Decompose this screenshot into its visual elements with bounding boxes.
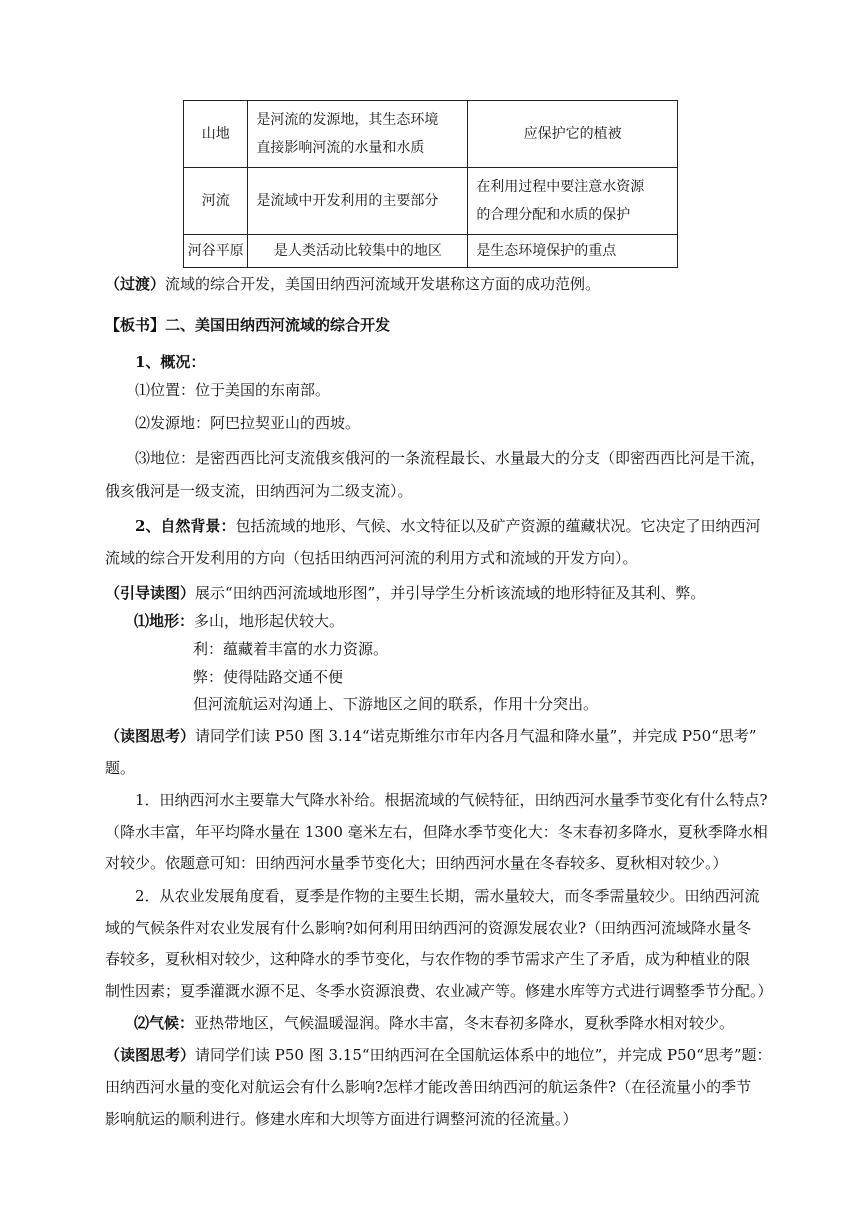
question-2-line: 春较多，夏秋相对较少，这种降水的季节变化，与农作物的季节需求产生了矛盾，成为种植业的限 <box>105 950 751 968</box>
question-2-line: 2．从农业发展角度看，夏季是作物的主要生长期，需水量较大，而冬季需量较少。田纳西河流 <box>135 887 760 905</box>
terrain-pro: 利：蕴藏着丰富的水力资源。 <box>193 640 389 658</box>
natural-text-line: 流域的综合开发利用的方向（包括田纳西河河流的利用方式和流域的开发方向）。 <box>105 549 638 567</box>
overview-position: ⑴位置：位于美国的东南部。 <box>135 381 331 399</box>
think1-label: （读图思考） <box>105 727 196 745</box>
think1-text-line: 题。 <box>105 759 136 777</box>
transition-text: 流域的综合开发，美国田纳西河流域开发堪称这方面的成功范例。 <box>165 275 601 293</box>
river-basin-table <box>183 100 678 268</box>
role-text: 是河流的发源地，其生态环境 <box>256 112 439 128</box>
region-cell: 河谷平原 <box>184 235 248 268</box>
climate-paragraph <box>134 1013 814 1033</box>
guide-paragraph <box>105 583 785 603</box>
transition-paragraph <box>105 274 785 294</box>
guide-text: 展示“田纳西河流域地形图”，并引导学生分析该流域的地形特征及其利、弊。 <box>195 584 706 602</box>
role-cell <box>248 235 468 268</box>
role-text: 是人类活动比较集中的地区 <box>273 243 442 259</box>
overview-heading: 1、概况： <box>135 353 206 371</box>
think1-paragraph <box>105 726 785 746</box>
overview-status-line: ⑶地位：是密西西比河支流俄亥俄河的一条流程最长、水量最大的分支（即密西西比河是干流， <box>135 449 766 467</box>
terrain-label: ⑴地形： <box>134 612 195 630</box>
think1-text: 请同学们读 P50 图 3.14“诺克斯维尔市年内各月气温和降水量”，并完成 P50“思考” <box>195 727 757 745</box>
climate-text: 亚热带地区，气候温暖湿润。降水丰富，冬末春初多降水，夏秋季降水相对较少。 <box>194 1014 735 1032</box>
table-row <box>184 168 678 235</box>
natural-label: 2、自然背景： <box>135 517 236 535</box>
transition-label: （过渡） <box>105 275 166 293</box>
question-1-line: （降水丰富，年平均降水量在 1300 毫米左右，但降水季节变化大：冬末春初多降水，夏秋季降水相 <box>105 823 768 841</box>
think2-text: 请同学们读 P50 图 3.15“田纳西河在全国航运体系中的地位”，并完成 P50“思考”题： <box>195 1046 772 1064</box>
think2-label: （读图思考） <box>105 1046 196 1064</box>
think2-text-line: 影响航运的顺利进行。修建水库和大坝等方面进行调整河流的径流量。） <box>105 1110 578 1128</box>
role-text: 直接影响河流的水量和水质 <box>256 140 425 156</box>
table-row <box>184 101 678 168</box>
overview-status-line: 俄亥俄河是一级支流，田纳西河为二级支流）。 <box>105 482 413 500</box>
natural-background <box>135 516 815 536</box>
terrain-con: 弊：使得陆路交通不便 <box>193 668 344 686</box>
role-cell <box>248 101 468 168</box>
region-cell: 山地 <box>184 101 248 168</box>
terrain-note: 但河流航运对沟通上、下游地区之间的联系，作用十分突出。 <box>193 695 599 713</box>
question-1-line: 1．田纳西河水主要靠大气降水补给。根据流域的气候特征，田纳西河水量季节变化有什么特点? <box>135 791 768 809</box>
question-2-line: 域的气候条件对农业发展有什么影响?如何利用田纳西河的资源发展农业?（田纳西河流域降水量冬 <box>105 919 752 937</box>
measure-text: 是生态环境保护的重点 <box>476 243 617 259</box>
terrain-paragraph <box>134 611 814 631</box>
guide-label: （引导读图） <box>105 584 196 602</box>
question-2-line: 制性因素；夏季灌溉水源不足、冬季水资源浪费、农业减产等。修建水库等方式进行调整季节分配。） <box>105 982 773 1000</box>
role-cell <box>248 168 468 235</box>
measure-text: 的合理分配和水质的保护 <box>476 207 631 223</box>
blackboard-heading: 【板书】二、美国田纳西河流域的综合开发 <box>105 316 391 334</box>
measure-cell <box>468 168 678 235</box>
think2-text-line: 田纳西河水量的变化对航运会有什么影响?怎样才能改善田纳西河的航运条件?（在径流量小的季节 <box>105 1078 752 1096</box>
role-text: 是流域中开发利用的主要部分 <box>256 193 439 209</box>
overview-source: ⑵发源地：阿巴拉契亚山的西坡。 <box>135 414 361 432</box>
measure-text: 在利用过程中要注意水资源 <box>476 179 645 195</box>
climate-label: ⑵气候： <box>134 1014 195 1032</box>
think2-paragraph <box>105 1045 785 1065</box>
table-row <box>184 235 678 268</box>
question-1-line: 对较少。依题意可知：田纳西河水量季节变化大；田纳西河水量在冬春较多、夏秋相对较少。） <box>105 854 728 872</box>
natural-text: 包括流域的地形、气候、水文特征以及矿产资源的蕴藏状况。它决定了田纳西河 <box>235 517 761 535</box>
measure-cell <box>468 235 678 268</box>
terrain-text: 多山，地形起伏较大。 <box>194 612 345 630</box>
measure-cell <box>468 101 678 168</box>
region-cell: 河流 <box>184 168 248 235</box>
measure-text: 应保护它的植被 <box>523 126 622 142</box>
